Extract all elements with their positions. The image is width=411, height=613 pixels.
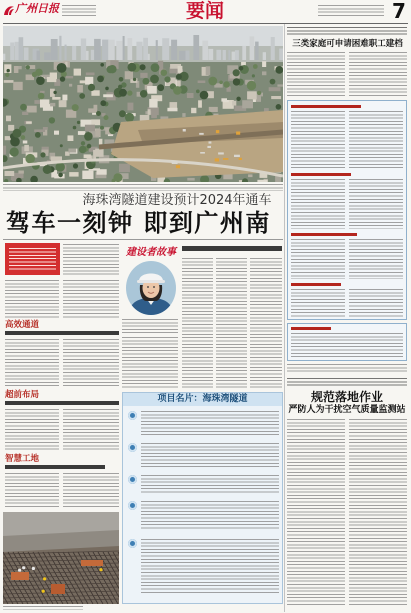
qa-text (291, 239, 345, 279)
fact-box-title: 项目名片：海珠湾隧道 (123, 393, 282, 406)
lead-intro-text (63, 244, 119, 275)
right-top-intro (287, 27, 407, 37)
fact-item-text (141, 475, 279, 493)
fact-item-icon (128, 501, 137, 510)
portrait-caption (122, 319, 178, 333)
builder-story-text (250, 258, 282, 388)
right-top-body (349, 52, 407, 98)
highlight-box (5, 243, 60, 275)
fact-item-icon (128, 443, 137, 452)
right-top-body (287, 52, 345, 98)
lead-headline: 驾车一刻钟 即到广州南 (6, 209, 271, 237)
lead-body-text (63, 339, 119, 386)
qa-text (291, 289, 345, 317)
fact-item-icon (128, 539, 137, 548)
aerial-construction-photo (3, 26, 283, 182)
qa-text (291, 111, 345, 169)
fact-item-text (141, 411, 279, 435)
right-bottom-headline-line2: 严防人为干扰空气质量监测站 (288, 405, 406, 415)
section-title: 要闻 (186, 0, 225, 22)
headline-rule (3, 239, 283, 240)
lead-kicker: 海珠湾隧道建设预计2024年通车 (82, 193, 272, 208)
qa-text (349, 289, 403, 317)
right-bottom-body (287, 419, 345, 606)
highlight-box-text (9, 248, 56, 271)
photo-caption (3, 184, 283, 191)
masthead-logo: 广州日报 (15, 2, 59, 15)
qa-text (349, 179, 403, 229)
section-label: 高效通道 (5, 320, 40, 330)
qa-text (291, 179, 345, 229)
section-label: 超前布局 (5, 390, 40, 400)
project-fact-box (122, 392, 283, 604)
lead-body-text (5, 409, 59, 451)
builder-story-text (182, 258, 213, 388)
qa-heading (291, 233, 357, 236)
right-bottom-intro (287, 378, 407, 388)
right-top-headline: 三类家庭可申请困难职工建档 (292, 39, 403, 49)
lead-body-text (5, 280, 59, 318)
builder-portrait (126, 261, 176, 315)
lead-body-text (63, 280, 119, 318)
lead-body-text (5, 339, 59, 386)
fact-item-icon (128, 411, 137, 420)
builder-story-headline (182, 246, 282, 251)
builder-story-text (122, 337, 178, 388)
builder-story-text (216, 258, 247, 388)
notice-text (291, 333, 403, 358)
page-number: 7 (392, 0, 406, 23)
qa-heading (291, 105, 361, 108)
fact-item-icon (128, 475, 137, 484)
editor-credits-block (318, 5, 384, 18)
qa-heading (291, 283, 341, 286)
right-bottom-body (349, 419, 407, 606)
issue-date-block (62, 5, 96, 18)
lead-body-text (5, 473, 59, 509)
lead-body-text (63, 409, 119, 451)
guangzhou-daily-bird-icon (3, 4, 15, 16)
section-label: 智慧工地 (5, 454, 40, 464)
fact-item-text (141, 443, 279, 467)
qa-text (349, 111, 403, 169)
section-subhead (5, 331, 119, 335)
fact-item-text (141, 501, 279, 529)
section-subhead (5, 465, 105, 469)
column-separator (284, 24, 285, 612)
masthead-rule (3, 23, 408, 24)
lead-body-text (63, 473, 119, 509)
qa-text (349, 239, 403, 279)
builder-story-label: 建设者故事 (126, 247, 176, 258)
qa-heading (291, 173, 351, 176)
construction-site-photo (3, 512, 119, 604)
right-bottom-headline-line1: 规范落地作业 (310, 390, 383, 404)
section-subhead (5, 401, 119, 405)
site-photo-caption (3, 606, 83, 610)
fact-item-text (141, 539, 279, 595)
notice-heading (291, 327, 331, 330)
notice-box (287, 323, 407, 361)
qa-box (287, 100, 407, 320)
right-mid-text (287, 364, 407, 374)
